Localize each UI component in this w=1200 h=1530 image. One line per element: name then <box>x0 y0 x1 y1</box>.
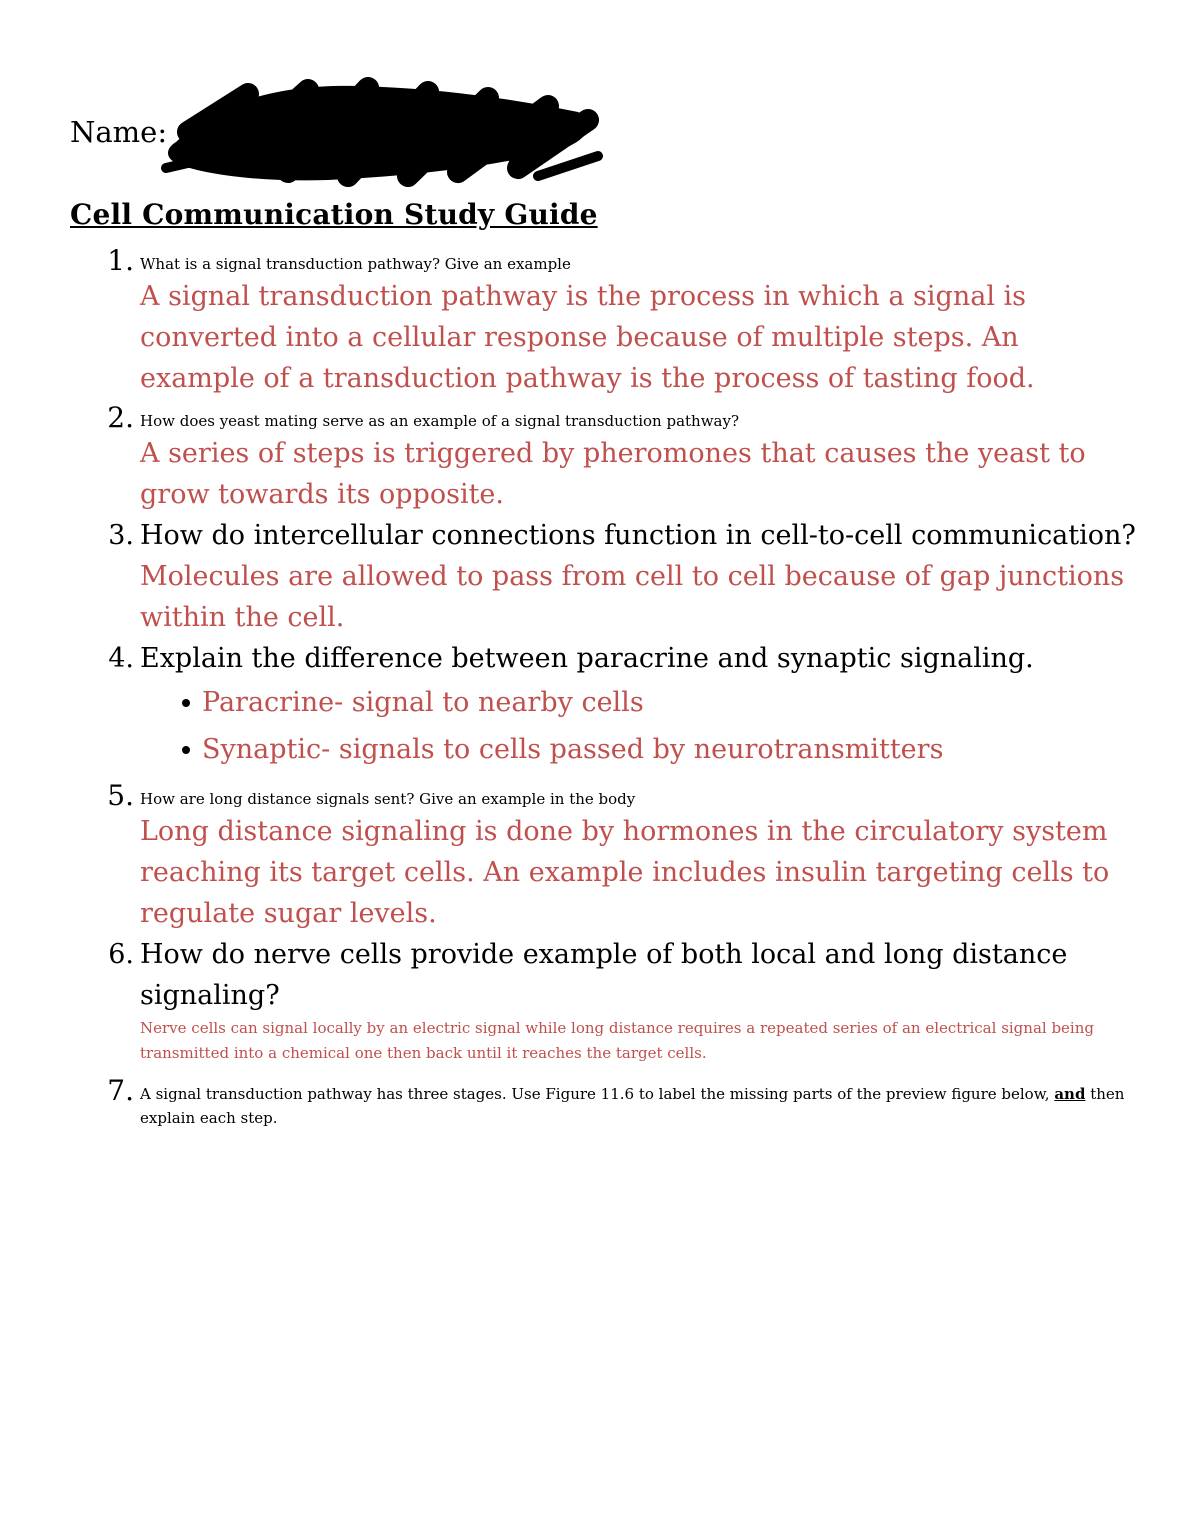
question-number: 5. <box>107 779 134 812</box>
redaction-scribble <box>158 72 608 190</box>
question-number: 2. <box>107 401 134 434</box>
answer-text: Nerve cells can signal locally by an electric signal while long distance requires a repeated series of an electrical signal being transmitted into a chemical one then back until it reaches the target cells. <box>140 1019 1094 1062</box>
question-item-2 <box>100 401 1140 515</box>
question-item-1 <box>100 244 1140 399</box>
question-text: Explain the difference between paracrine and synaptic signaling. <box>140 643 1034 674</box>
question-text: How do intercellular connections function in cell-to-cell communication? <box>140 520 1136 551</box>
bullet-icon <box>182 746 190 754</box>
list-item: Paracrine- signal to nearby cells <box>178 679 1140 726</box>
emphasis-text: and <box>1054 1085 1086 1103</box>
list-item: Synaptic- signals to cells passed by neurotransmitters <box>178 726 1140 773</box>
question-number: 6. <box>108 939 134 970</box>
answer-text: Long distance signaling is done by hormones in the circulatory system reaching its target cells. An example includes insulin targeting cells to regulate sugar levels. <box>140 816 1110 929</box>
question-item-4 <box>100 638 1140 773</box>
question-text: How do nerve cells provide example of both local and long distance signaling? <box>140 939 1068 1011</box>
question-number: 4. <box>108 643 134 674</box>
answer-text: A signal transduction pathway is the process in which a signal is converted into a cellular response because of multiple steps. An example of a transduction pathway is the process of tasting food. <box>140 281 1035 394</box>
answer-text: Molecules are allowed to pass from cell to cell because of gap junctions within the cell. <box>140 561 1125 633</box>
question-item-7 <box>100 1074 1140 1130</box>
question-text: What is a signal transduction pathway? Give an example <box>140 255 571 273</box>
question-text: A signal transduction pathway has three stages. Use Figure 11.6 to label the missing parts of the preview figure below, and then explain each step. <box>140 1085 1125 1127</box>
question-text: How does yeast mating serve as an example of a signal transduction pathway? <box>140 412 740 430</box>
question-list <box>100 244 1140 1130</box>
bullet-list <box>140 679 1140 773</box>
answer-text: A series of steps is triggered by pheromones that causes the yeast to grow towards its opposite. <box>140 438 1086 510</box>
page-title: Cell Communication Study Guide <box>70 198 598 231</box>
question-number: 3. <box>108 520 134 551</box>
bullet-icon <box>182 699 190 707</box>
name-label: Name: <box>70 115 168 149</box>
question-item-6 <box>100 934 1140 1066</box>
question-item-5 <box>100 779 1140 934</box>
question-number: 1. <box>107 244 134 277</box>
question-number: 7. <box>107 1074 134 1107</box>
question-item-3 <box>100 515 1140 638</box>
question-text: How are long distance signals sent? Give an example in the body <box>140 790 636 808</box>
